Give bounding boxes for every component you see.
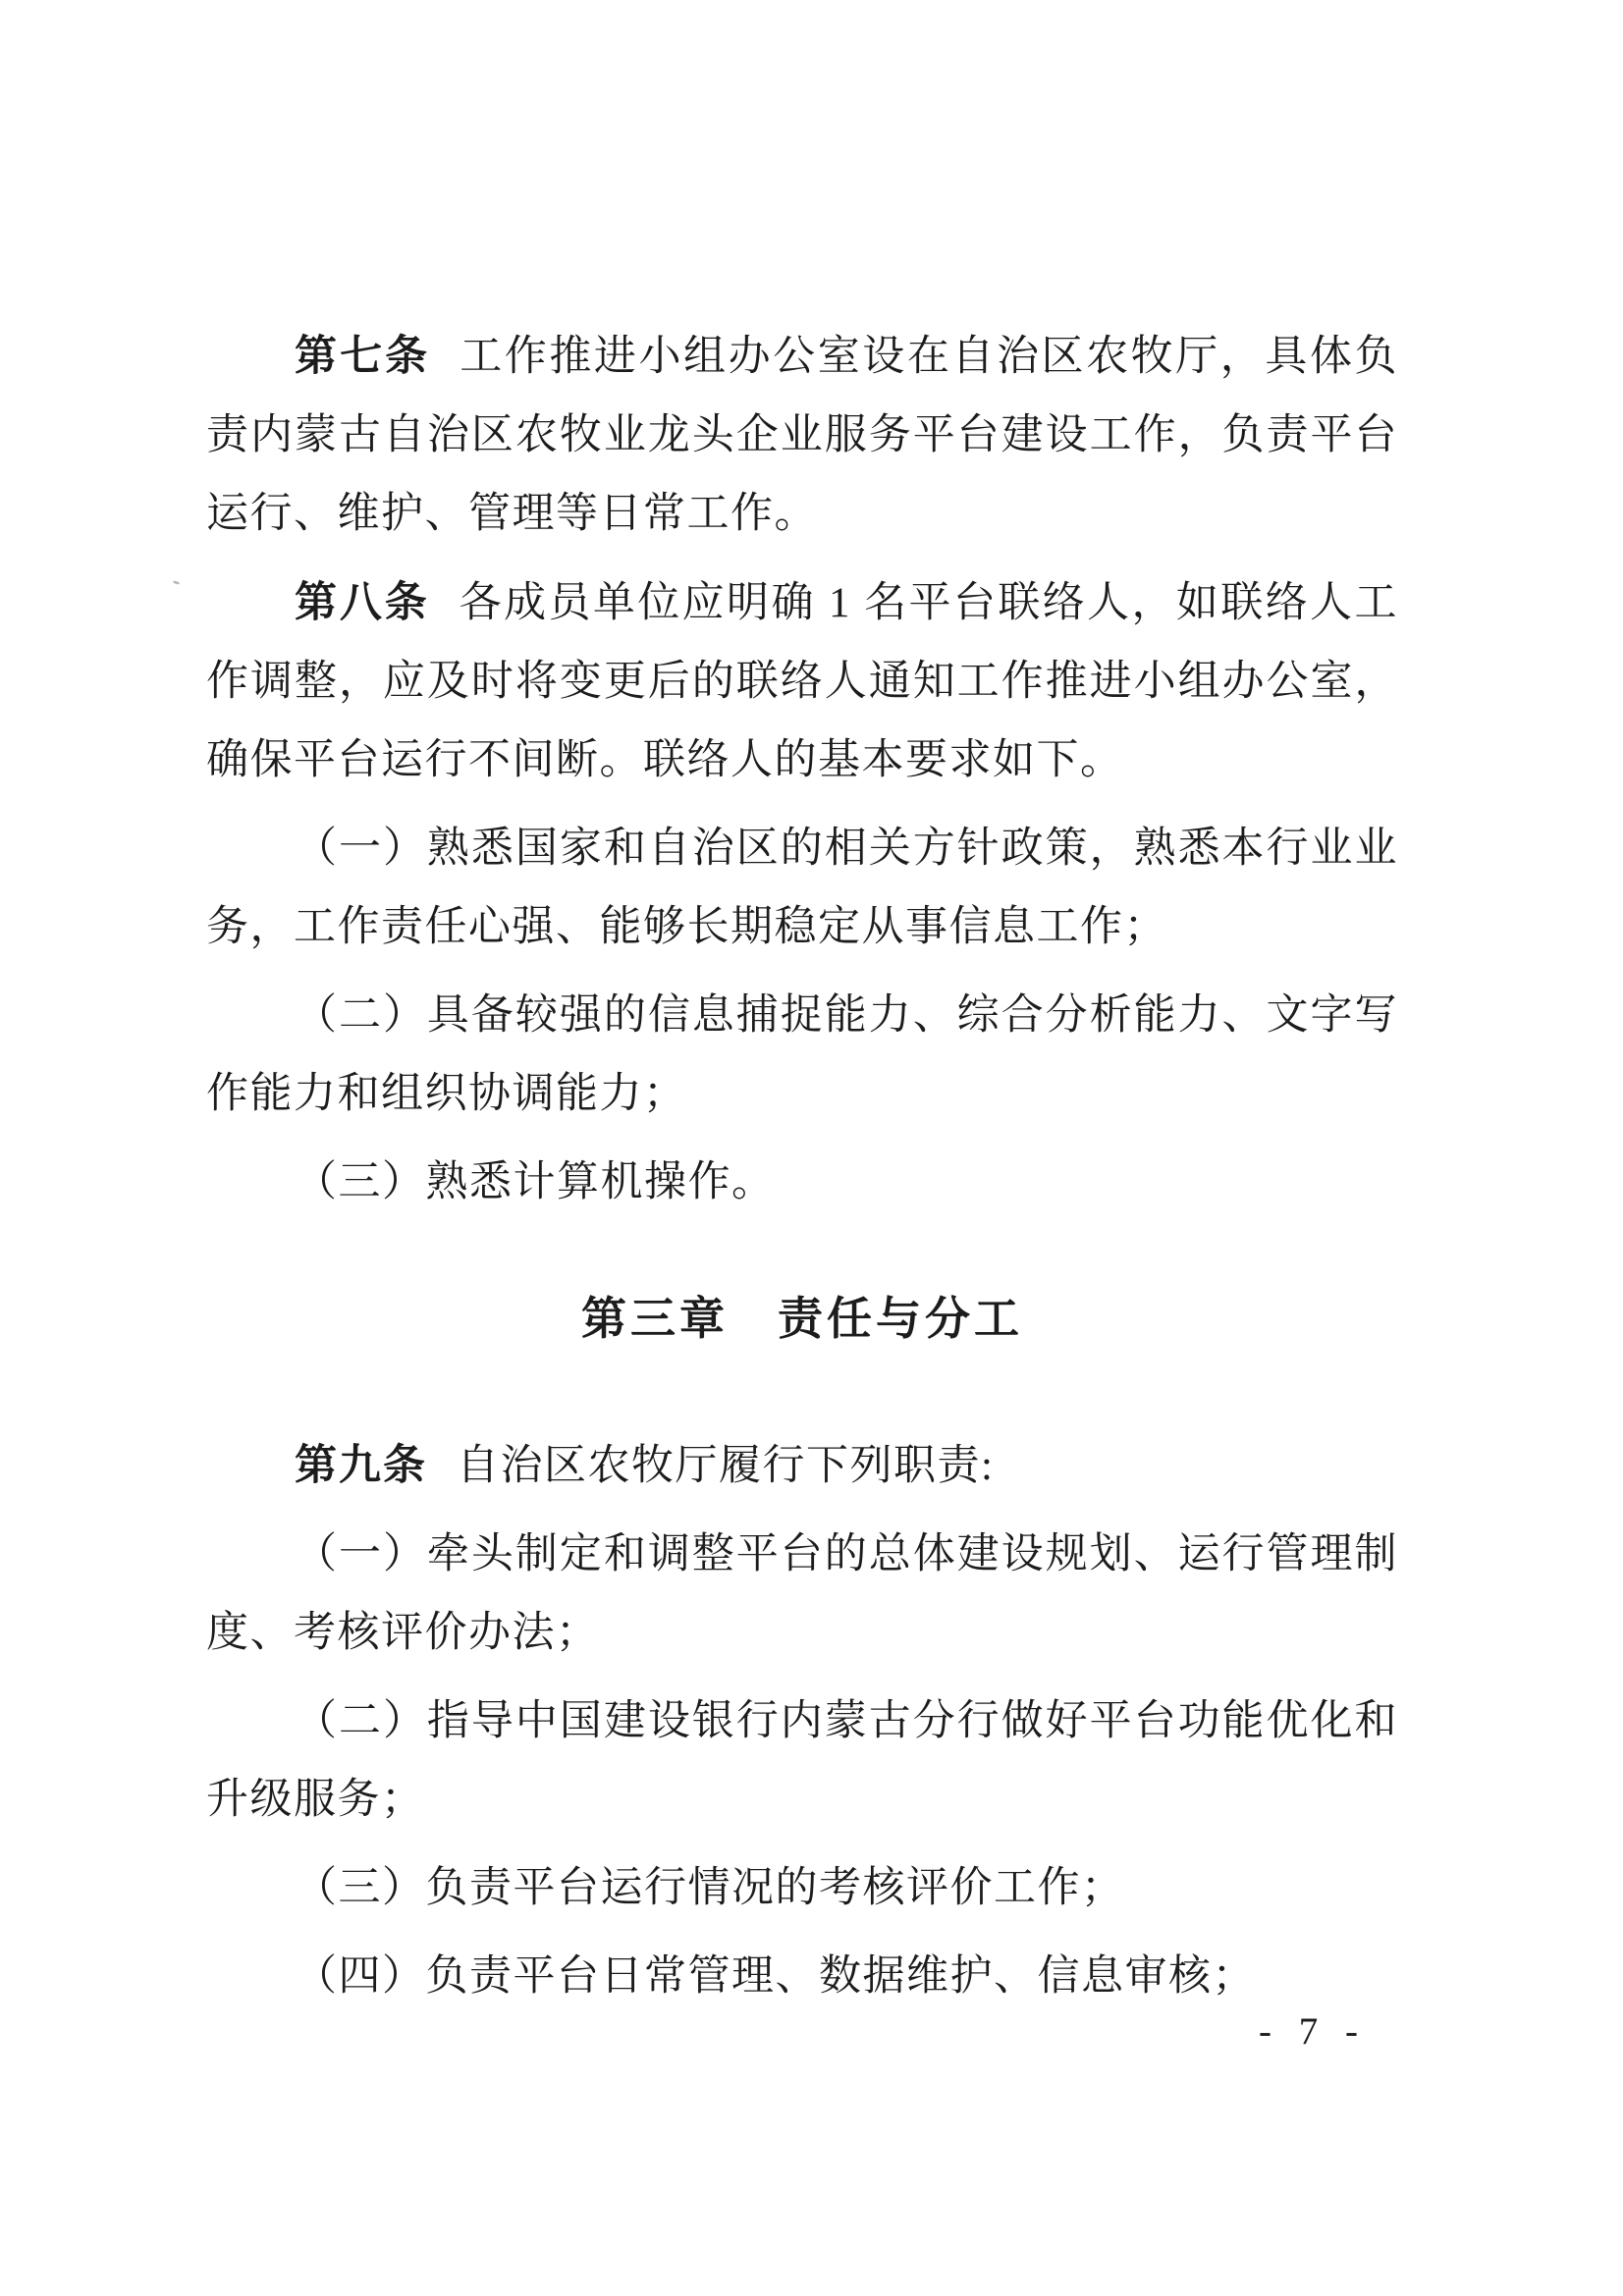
paragraph-text: （二）指导中国建设银行内蒙古分行做好平台功能优化和升级服务； bbox=[206, 1698, 1398, 1823]
requirement-item-two bbox=[206, 977, 1398, 1134]
requirement-item-three bbox=[206, 1144, 1398, 1222]
paragraph-text: （二）具备较强的信息捕捉能力、综合分析能力、文字写作能力和组织协调能力； bbox=[206, 992, 1398, 1117]
article-7-label: 第七条 bbox=[295, 333, 431, 380]
duty-item-three bbox=[206, 1849, 1398, 1928]
paragraph-text: （一）熟悉国家和自治区的相关方针政策，熟悉本行业业务，工作责任心强、能够长期稳定从事信息工作； bbox=[206, 826, 1398, 950]
article-9-label: 第九条 bbox=[295, 1442, 427, 1489]
article-8-label: 第八条 bbox=[295, 579, 430, 626]
paragraph-text: 工作推进小组办公室设在自治区农牧厅，具体负责内蒙古自治区农牧业龙头企业服务平台建设工作，负责平台运行、维护、管理等日常工作。 bbox=[206, 334, 1399, 537]
paragraph-text: 自治区农牧厅履行下列职责: bbox=[457, 1443, 995, 1489]
paragraph-article-8 bbox=[206, 563, 1398, 800]
paragraph-text: （三）负责平台运行情况的考核评价工作； bbox=[295, 1865, 1125, 1911]
document-body bbox=[206, 317, 1398, 2016]
scan-artifact bbox=[173, 580, 181, 585]
paragraph-text: 各成员单位应明确 1 名平台联络人，如联络人工作调整，应及时将变更后的联络人通知工作推进小组办公室，确保平台运行不间断。联络人的基本要求如下。 bbox=[206, 580, 1398, 783]
duty-item-one bbox=[206, 1516, 1398, 1673]
requirement-item-one bbox=[206, 810, 1398, 967]
paragraph-article-7 bbox=[206, 317, 1398, 554]
paragraph-text: （一）牵头制定和调整平台的总体建设规划、运行管理制度、考核评价办法； bbox=[206, 1531, 1398, 1656]
duty-item-four bbox=[206, 1938, 1398, 2016]
paragraph-text: （三）熟悉计算机操作。 bbox=[295, 1159, 776, 1205]
page-number: - 7 - bbox=[1259, 2010, 1367, 2053]
duty-item-two bbox=[206, 1682, 1398, 1840]
paragraph-text: （四）负责平台日常管理、数据维护、信息审核； bbox=[295, 1953, 1256, 2000]
chapter-heading: 第三章 责任与分工 bbox=[581, 1293, 1023, 1344]
paragraph-article-9 bbox=[206, 1426, 1398, 1506]
